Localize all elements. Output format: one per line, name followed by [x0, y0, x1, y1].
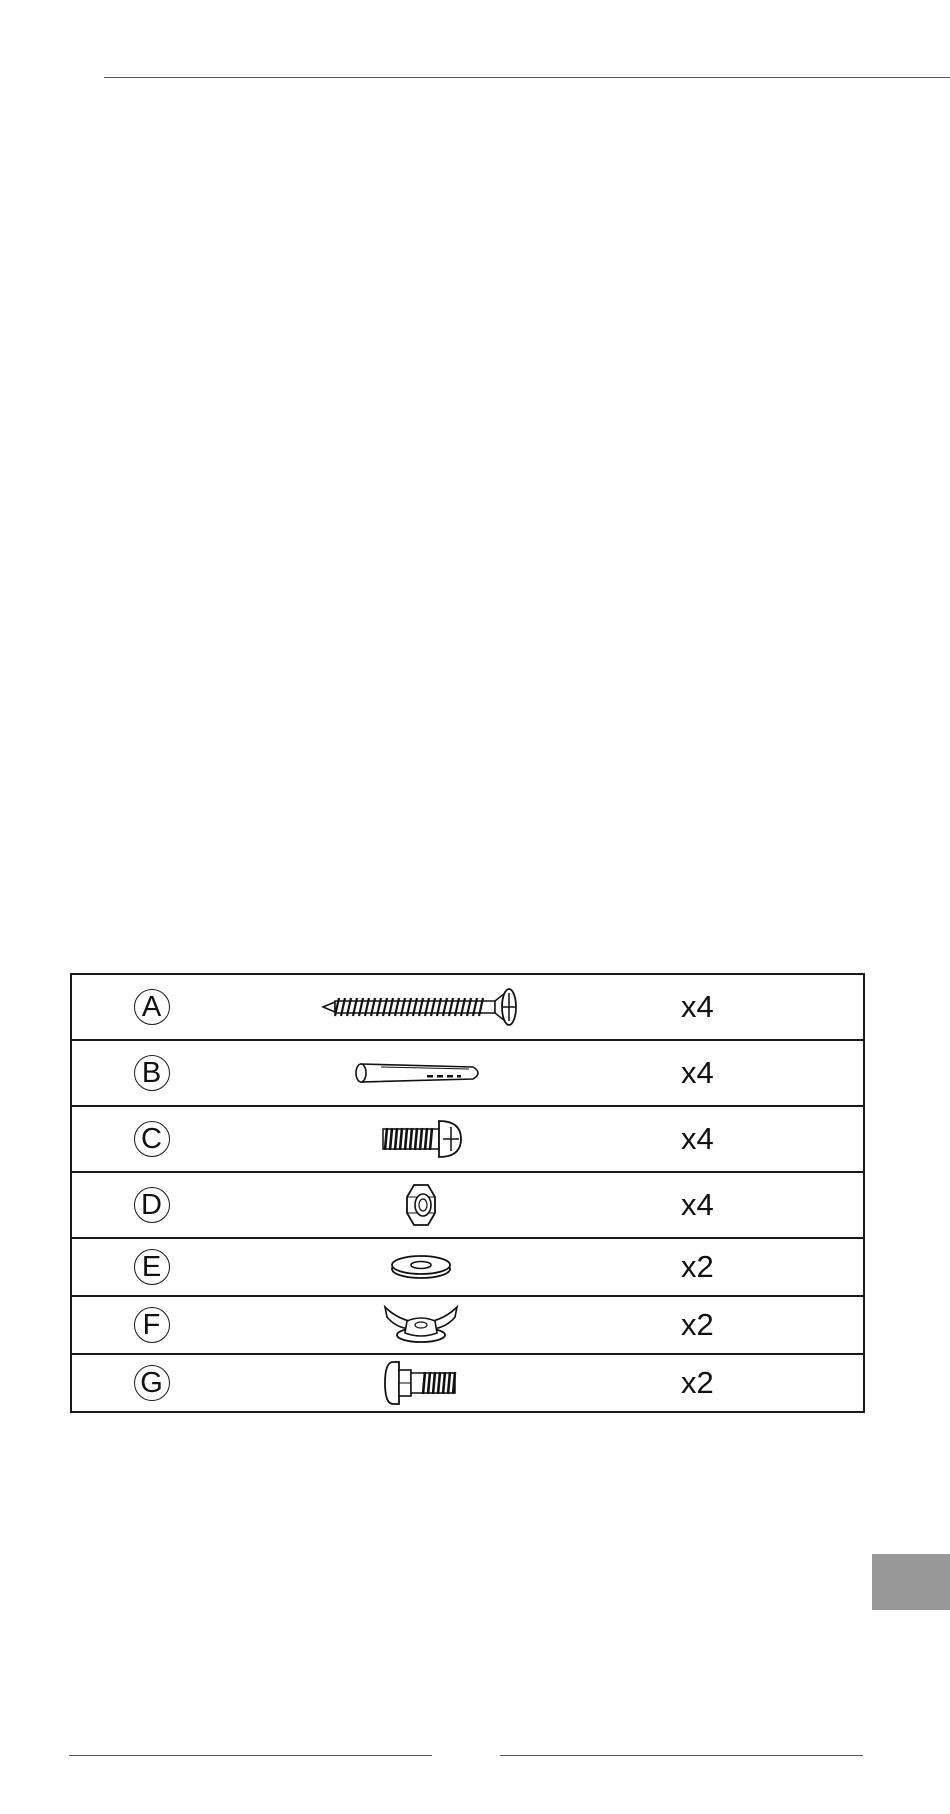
hardware-parts-table [70, 973, 865, 1413]
part-letter-cell [71, 1172, 231, 1238]
quantity-cell [611, 1106, 864, 1172]
part-quantity: x4 [681, 1187, 714, 1222]
table-row [71, 1238, 864, 1296]
part-quantity: x2 [681, 1249, 714, 1284]
footer-rule-right [500, 1755, 863, 1756]
quantity-cell [611, 1238, 864, 1296]
part-letter: C [134, 1121, 170, 1157]
table-row [71, 974, 864, 1040]
table-row [71, 1040, 864, 1106]
washer-icon [389, 1253, 453, 1281]
part-letter-cell [71, 1296, 231, 1354]
part-letter-cell [71, 1354, 231, 1412]
wood-screw-icon [321, 985, 521, 1029]
wing-nut-icon [381, 1303, 461, 1347]
part-icon-cell [231, 1106, 611, 1172]
part-icon-cell [231, 1238, 611, 1296]
part-letter: F [134, 1307, 170, 1343]
part-letter: E [134, 1249, 170, 1285]
quantity-cell [611, 1296, 864, 1354]
part-letter-cell [71, 974, 231, 1040]
carriage-bolt-icon [383, 1358, 459, 1408]
section-tab-marker [872, 1554, 950, 1610]
part-letter-cell [71, 1238, 231, 1296]
table-row [71, 1354, 864, 1412]
table-row [71, 1106, 864, 1172]
wall-plug-icon [351, 1056, 491, 1090]
part-quantity: x4 [681, 989, 714, 1024]
quantity-cell [611, 1354, 864, 1412]
footer-rule-left [69, 1755, 432, 1756]
part-letter-cell [71, 1106, 231, 1172]
part-quantity: x4 [681, 1121, 714, 1156]
part-letter: A [134, 989, 170, 1025]
part-letter: D [134, 1187, 170, 1223]
quantity-cell [611, 1172, 864, 1238]
part-icon-cell [231, 1172, 611, 1238]
quantity-cell [611, 974, 864, 1040]
part-letter-cell [71, 1040, 231, 1106]
part-icon-cell [231, 974, 611, 1040]
quantity-cell [611, 1040, 864, 1106]
part-icon-cell [231, 1040, 611, 1106]
part-icon-cell [231, 1354, 611, 1412]
part-quantity: x2 [681, 1307, 714, 1342]
table-row [71, 1296, 864, 1354]
hex-nut-icon [404, 1181, 438, 1229]
part-icon-cell [231, 1296, 611, 1354]
part-quantity: x4 [681, 1055, 714, 1090]
part-letter: G [134, 1365, 170, 1401]
header-rule [104, 77, 950, 78]
table-row [71, 1172, 864, 1238]
part-quantity: x2 [681, 1365, 714, 1400]
part-letter: B [134, 1055, 170, 1091]
machine-bolt-icon [379, 1115, 463, 1163]
